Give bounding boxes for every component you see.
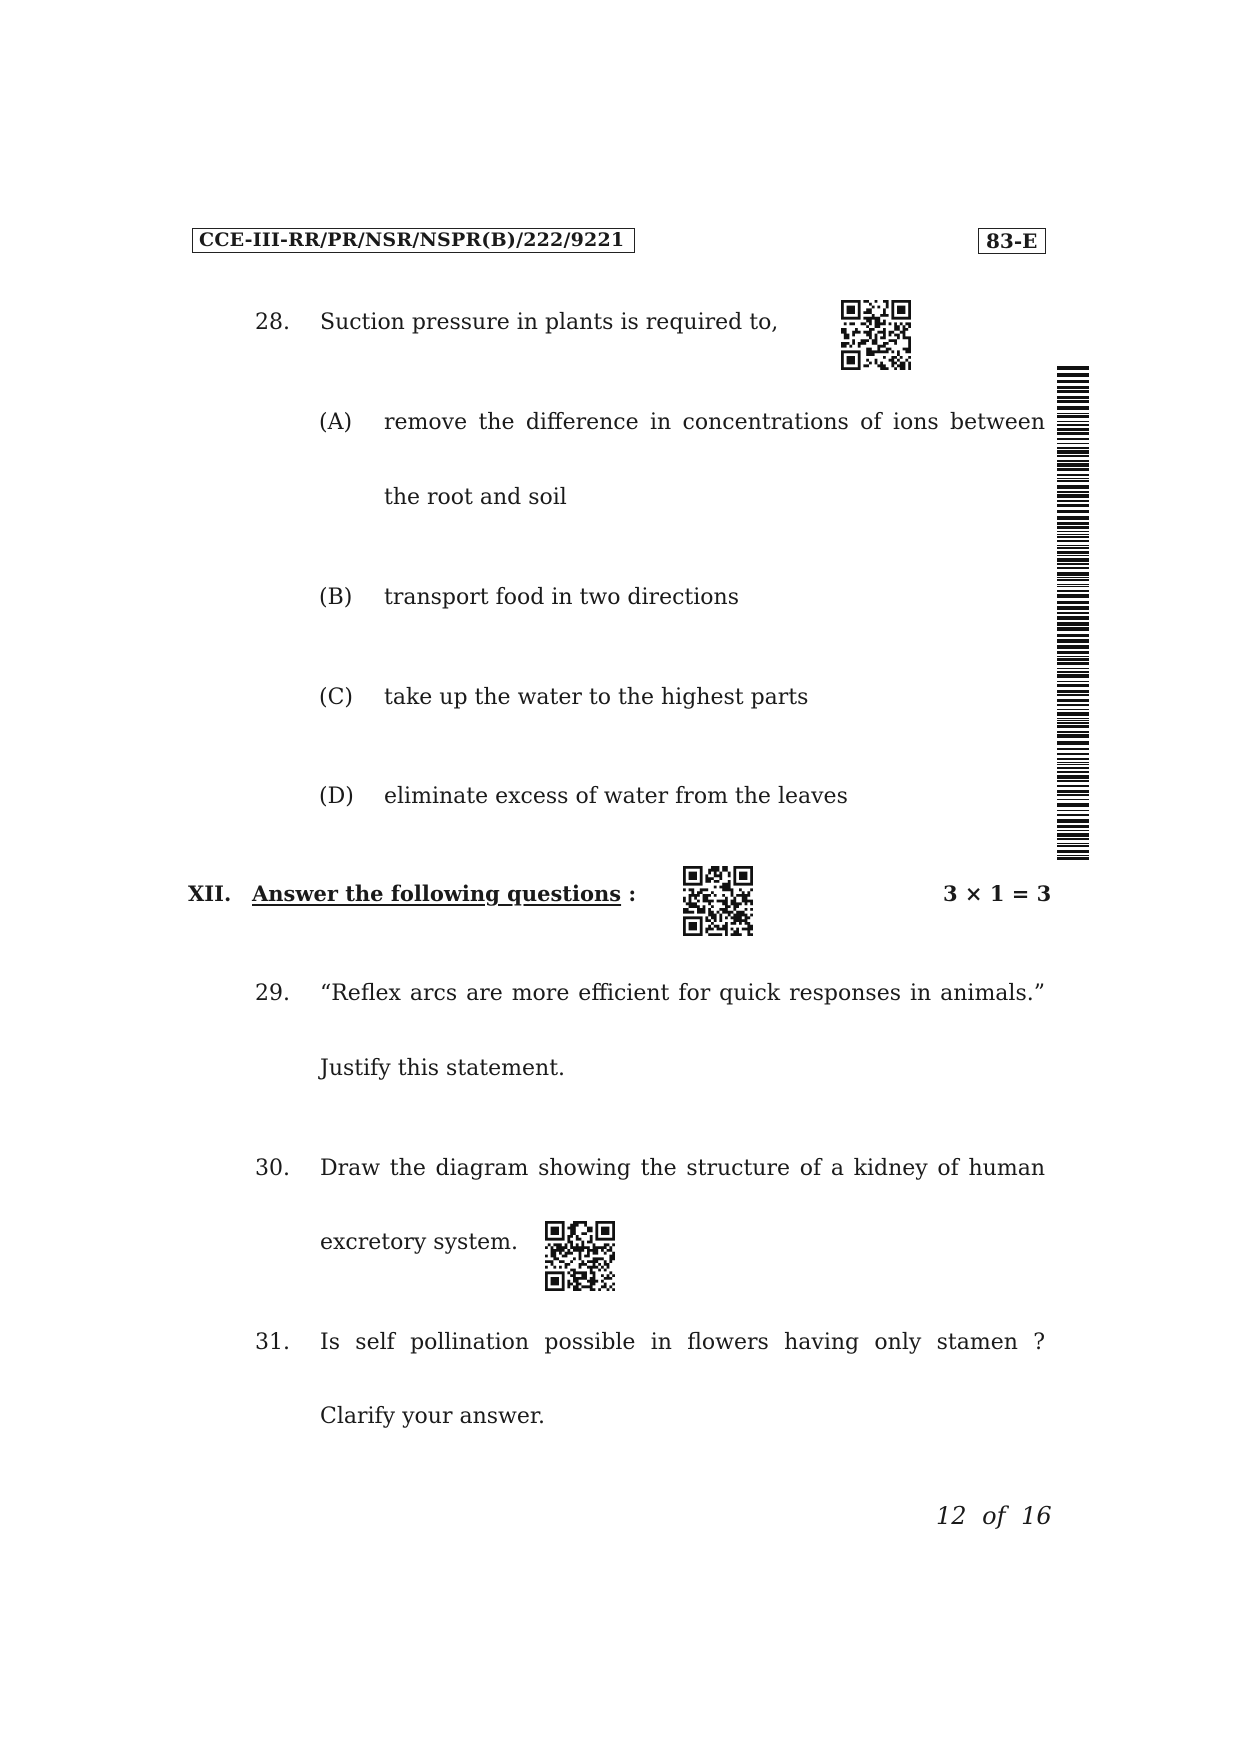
question-28-text: Suction pressure in plants is required to, bbox=[320, 310, 779, 335]
question-30-text-line2: excretory system. bbox=[320, 1230, 519, 1255]
option-a-label: (A) bbox=[319, 410, 353, 435]
section-title-text: Answer the following questions bbox=[252, 881, 622, 906]
option-c-label: (C) bbox=[319, 685, 353, 710]
question-31-number: 31. bbox=[255, 1330, 290, 1355]
question-30-text-line1: Draw the diagram showing the structure of a kidney of human bbox=[320, 1156, 1045, 1181]
qr-code-icon bbox=[841, 300, 911, 370]
section-title bbox=[252, 880, 636, 908]
qr-code-icon bbox=[545, 1221, 615, 1291]
page-number: 12 of 16 bbox=[936, 1502, 1052, 1530]
option-a-text-line2: the root and soil bbox=[384, 485, 567, 510]
paper-number-box: 83-E bbox=[978, 228, 1046, 254]
paper-code-box: CCE-III-RR/PR/NSR/NSPR(B)/222/9221 bbox=[192, 228, 635, 253]
section-title-colon: : bbox=[628, 881, 637, 906]
option-c-text: take up the water to the highest parts bbox=[384, 685, 809, 710]
question-31-text-line1: Is self pollination possible in flowers having only stamen ? bbox=[320, 1330, 1045, 1355]
section-marks: 3 × 1 = 3 bbox=[943, 881, 1052, 906]
question-31-text-line2: Clarify your answer. bbox=[320, 1404, 545, 1429]
qr-code-icon bbox=[683, 866, 753, 936]
question-29-text-line2: Justify this statement. bbox=[320, 1056, 566, 1081]
question-29-number: 29. bbox=[255, 981, 290, 1006]
option-b-text: transport food in two directions bbox=[384, 585, 739, 610]
option-b-label: (B) bbox=[319, 585, 353, 610]
barcode-icon bbox=[1057, 366, 1089, 864]
question-29-text-line1: “Reflex arcs are more efficient for quick responses in animals.” bbox=[320, 981, 1045, 1006]
section-roman-numeral: XII. bbox=[188, 881, 232, 906]
option-d-text: eliminate excess of water from the leaves bbox=[384, 784, 848, 809]
question-30-number: 30. bbox=[255, 1156, 290, 1181]
option-d-label: (D) bbox=[319, 784, 354, 809]
question-28-number: 28. bbox=[255, 310, 290, 335]
option-a-text-line1: remove the difference in concentrations of ions between bbox=[384, 410, 1045, 435]
